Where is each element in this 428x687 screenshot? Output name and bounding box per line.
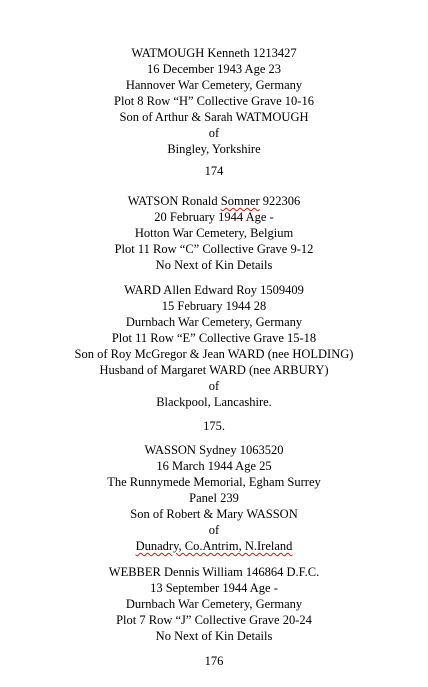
entry-date: 13 September 1944 Age - bbox=[150, 581, 278, 595]
entry-cemetery: Hotton War Cemetery, Belgium bbox=[134, 226, 294, 240]
spellcheck-flagged-word: Somner bbox=[220, 194, 260, 208]
entry-grave: Plot 11 Row “C” Collective Grave 9-12 bbox=[114, 242, 314, 256]
entry-cemetery: Durnbach War Cemetery, Germany bbox=[125, 315, 303, 329]
entry-next-of-kin: No Next of Kin Details bbox=[155, 629, 273, 643]
entry-grave: Plot 7 Row “J” Collective Grave 20-24 bbox=[116, 613, 312, 627]
entry-next-of-kin: No Next of Kin Details bbox=[155, 258, 273, 272]
entry-name bbox=[0, 194, 428, 208]
entry-date: 16 December 1943 Age 23 bbox=[147, 62, 281, 76]
entry-parents: Son of Arthur & Sarah WATMOUGH bbox=[119, 110, 309, 124]
entry-name: WASSON Sydney 1063520 bbox=[144, 443, 284, 457]
spellcheck-flagged-place: Dunadry, Co.Antrim, N.Ireland bbox=[135, 539, 293, 553]
entry-of: of bbox=[208, 523, 220, 537]
entry-of: of bbox=[208, 379, 220, 393]
entry-date: 16 March 1944 Age 25 bbox=[156, 459, 272, 473]
entry-grave: Plot 8 Row “H” Collective Grave 10-16 bbox=[114, 94, 314, 108]
entry-name: WARD Allen Edward Roy 1509409 bbox=[124, 283, 304, 297]
entry-spouse: Husband of Margaret WARD (nee ARBURY) bbox=[99, 363, 329, 377]
entry-grave: Plot 11 Row “E” Collective Grave 15-18 bbox=[111, 331, 317, 345]
page-number: 174 bbox=[204, 164, 224, 178]
entry-date: 15 February 1944 28 bbox=[161, 299, 267, 313]
name-prefix: WATSON Ronald bbox=[127, 194, 221, 208]
entry-cemetery: Durnbach War Cemetery, Germany bbox=[125, 597, 303, 611]
entry-place bbox=[0, 539, 428, 553]
entry-parents: Son of Roy McGregor & Jean WARD (nee HOLDING) bbox=[74, 347, 354, 361]
entry-date: 20 February 1944 Age - bbox=[154, 210, 274, 224]
entry-parents: Son of Robert & Mary WASSON bbox=[130, 507, 298, 521]
name-suffix: 922306 bbox=[259, 194, 301, 208]
entry-panel: Panel 239 bbox=[189, 491, 239, 505]
entry-place: Blackpool, Lancashire. bbox=[156, 395, 272, 409]
entry-name: WEBBER Dennis William 146864 D.F.C. bbox=[108, 565, 320, 579]
entry-name: WATMOUGH Kenneth 1213427 bbox=[131, 46, 297, 60]
page-number: 175. bbox=[203, 419, 225, 433]
entry-memorial: The Runnymede Memorial, Egham Surrey bbox=[107, 475, 321, 489]
entry-place: Bingley, Yorkshire bbox=[167, 142, 261, 156]
entry-of: of bbox=[208, 126, 220, 140]
page-number: 176 bbox=[204, 654, 224, 668]
entry-cemetery: Hannover War Cemetery, Germany bbox=[125, 78, 303, 92]
